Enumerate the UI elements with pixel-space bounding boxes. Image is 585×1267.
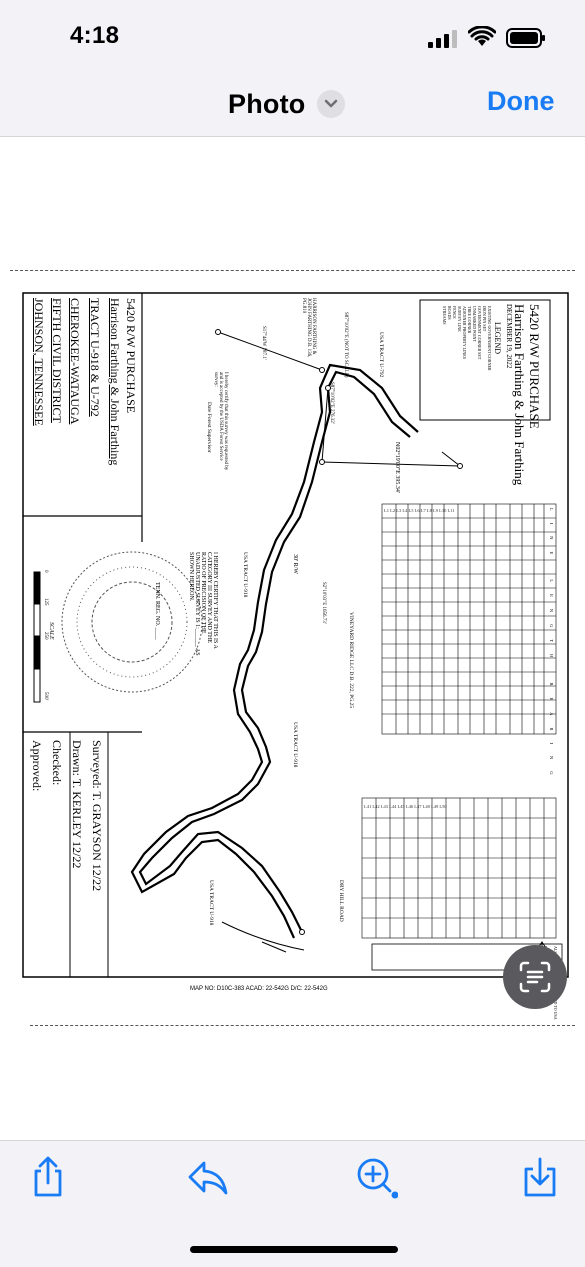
page-edge-bottom: [30, 1025, 575, 1026]
title-block-forest: CHEROKEE-WATAUGA: [68, 298, 82, 425]
checked-by: Checked:: [50, 740, 64, 786]
status-time: 4:18: [70, 22, 120, 49]
legend-item: TREE CORNER: [467, 306, 472, 334]
tract-label-u792: USA TRACT U-792: [378, 332, 384, 378]
table-header: [549, 508, 554, 787]
bearing-label: S87°10'02"E (NOT TO SCALE): [343, 312, 348, 378]
bearing-label: S17°44'W 187.1': [261, 326, 266, 360]
title-block-district: FIFTH CIVIL DISTRICT: [50, 298, 64, 423]
line-table-2: [362, 798, 556, 938]
adjoiner-label: HARRISON FARTHING & JOHN FARTHING D.B. 136, PG.810: [301, 298, 316, 358]
scale-label: SCALE: [48, 622, 54, 640]
right-of-way-corridor: [132, 365, 418, 938]
row-label: 30' R/W: [292, 554, 298, 574]
reply-icon[interactable]: [186, 1155, 230, 1199]
title-block-purchase: 5420 R/W PURCHASE: [124, 298, 138, 414]
doc-owner: Harrison Farthing & John Farthing: [512, 304, 527, 486]
table-header-bearing: BEARING: [549, 682, 554, 787]
line-table-1: [382, 504, 556, 734]
legend-item: STREAMS: [442, 306, 447, 325]
table-header-length: LENGTH: [549, 579, 554, 670]
bearing-label: N02°19'00"E 395.34': [394, 442, 400, 494]
legend-item: SURVEY LINE: [457, 306, 462, 332]
scale-tick: 500': [43, 692, 48, 701]
title-block-tract: TRACT U-918 & U-792: [88, 298, 102, 417]
drawn-by: Drawn: T. KERLEY 12/22: [70, 740, 84, 869]
map-footer: MAP NO: D10C-383 ACAD: 22-542G D/C: 22-542G: [190, 986, 328, 992]
wifi-icon: [468, 26, 496, 48]
chevron-down-icon[interactable]: [317, 90, 345, 118]
nav-title[interactable]: Photo: [228, 88, 306, 119]
tenn-reg: TENN. REG. NO. ____: [154, 582, 160, 640]
table-header-line: LINE: [549, 508, 554, 567]
save-icon[interactable]: [518, 1155, 562, 1199]
tract-label-u918-a: USA TRACT U-918: [242, 552, 248, 598]
certify-signature-line: Date Forest Supervisor: [206, 402, 212, 453]
legend-item: FENCE: [452, 306, 457, 319]
certify-category: I HEREBY CERTIFY THAT THIS IS A CATEGORY III SURVEY AND THE RATIO OF PRECISION OF THE UNADJUSTED SURVEY IS 1:______ AS SHOWN HEREON.: [188, 552, 218, 656]
share-icon[interactable]: [26, 1155, 70, 1199]
doc-date: DECEMBER 19, 2022: [505, 304, 513, 369]
scale-bar: [34, 572, 40, 702]
survey-document: [22, 292, 570, 992]
nav-title-group[interactable]: [228, 84, 345, 124]
tract-label-u918-b: USA TRACT U-918: [292, 722, 298, 768]
battery-icon: [506, 28, 546, 48]
vineyard-label: VINEYARD RIDGE LLC D.B. 222, PG.25: [348, 612, 354, 709]
legend-item: UNMARKED POINT: [472, 306, 477, 342]
title-block-owner: Harrison Farthing & John Farthing: [108, 298, 122, 466]
approved-by: Approved:: [30, 740, 44, 792]
status-bar: [0, 0, 585, 78]
done-button[interactable]: Done: [487, 86, 555, 116]
svg-text:L1 L2 L3 L4 L5 L6 L7 L8 L9 L10: L1 L2 L3 L4 L5 L6 L7 L8 L9 L10 L11: [384, 508, 455, 513]
scale-tick: 250: [43, 632, 48, 640]
legend-items: [442, 306, 492, 416]
road-label: DRY HILL ROAD: [338, 880, 344, 922]
bearing-label: S2°10'03"E 1656.73': [321, 582, 326, 624]
legend-item: IRON PIN SET: [482, 306, 487, 332]
legend-title: LEGEND: [493, 322, 502, 354]
doc-title: 5420 R/W PURCHASE: [527, 304, 542, 429]
tract-label-u918-c: USA TRACT U-918: [208, 880, 214, 926]
surveyed-by: Surveyed: T. GRAYSON 12/22: [90, 740, 104, 892]
certify-text: I hereby certify that this survey was requested by and is accepted by the USDA Forest Service survey:: [213, 372, 228, 471]
surveyor-seal: [62, 552, 202, 692]
live-text-button[interactable]: [503, 945, 567, 1009]
scale-tick: 125: [43, 598, 48, 606]
scale-tick: 0: [43, 570, 48, 573]
home-indicator[interactable]: [190, 1246, 398, 1253]
zoom-icon[interactable]: [354, 1155, 398, 1199]
bearing-label: S87°10'02"E 276.32': [329, 382, 334, 424]
live-text-icon: [518, 960, 552, 994]
legend-item: ROADS: [447, 306, 452, 320]
page-edge-top: [10, 270, 575, 271]
svg-text:L41 L42 L43 L44 L45 L46 L47 L4: L41 L42 L43 L44 L45 L46 L47 L48 L49 L50: [364, 804, 447, 809]
legend-item: EXISTING GOVERNMENT CORNER: [487, 306, 492, 371]
legend-item: GOVERNMENT CORNER SET: [477, 306, 482, 360]
title-block-county: JOHNSON, TENNESSEE: [32, 298, 46, 426]
cellular-signal-icon: [428, 30, 458, 48]
nav-bar: [0, 78, 585, 137]
legend-item: ADJOINER PROPERTY LINES: [462, 306, 467, 359]
